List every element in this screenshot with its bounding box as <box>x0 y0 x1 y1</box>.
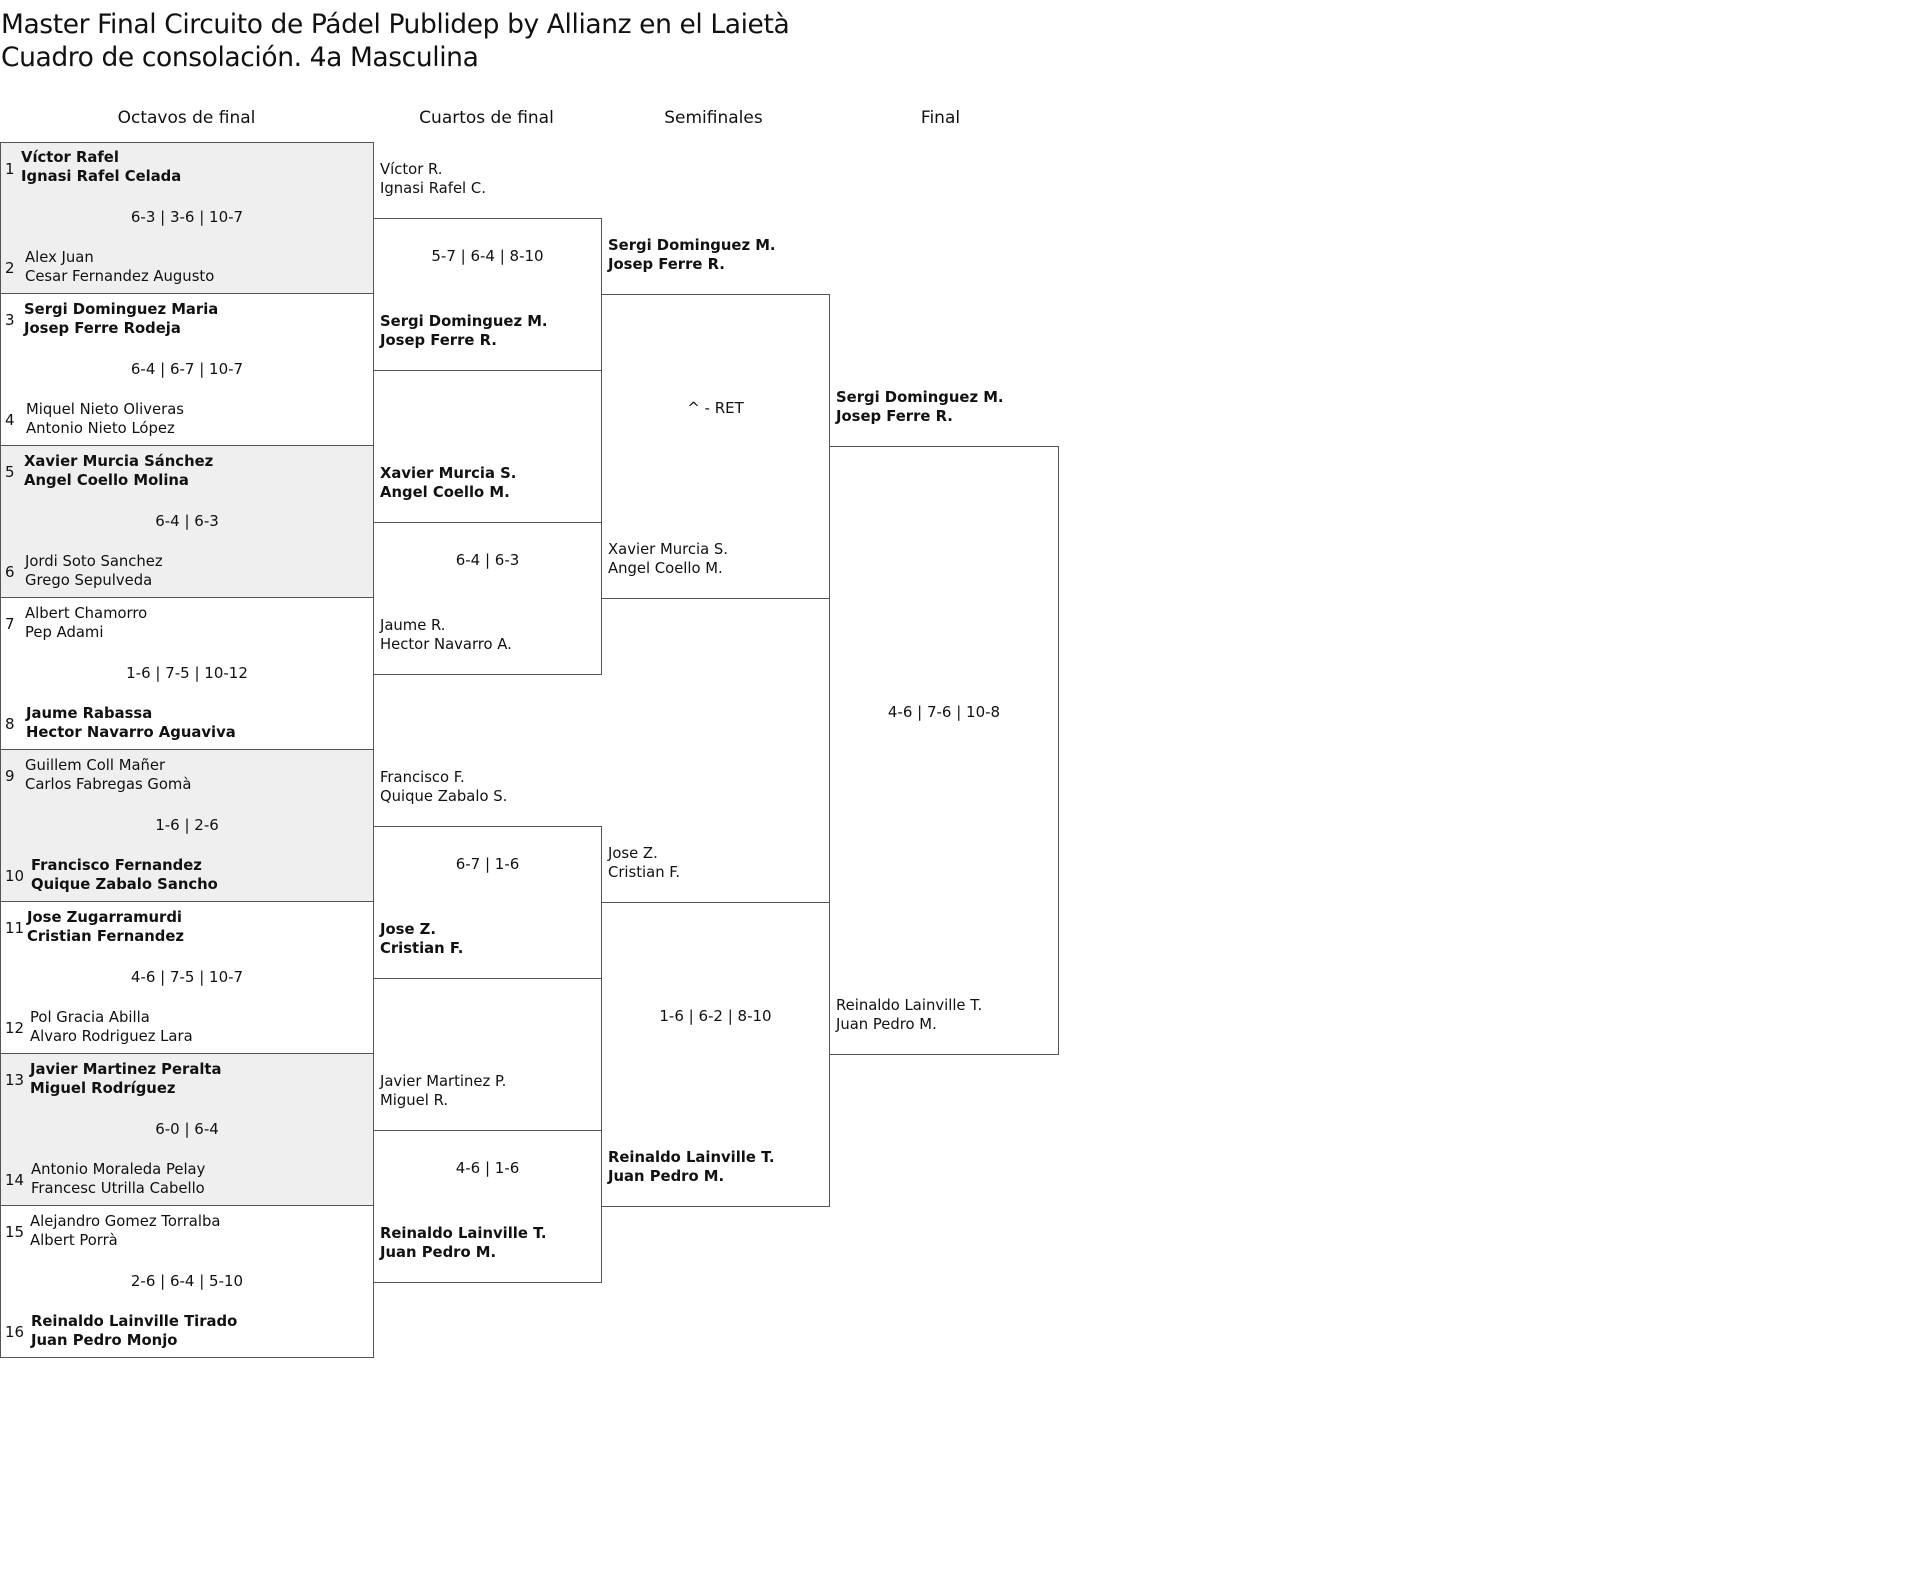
player-name: Alejandro Gomez Torralba <box>30 1213 221 1230</box>
player-name: Francisco Fernandez <box>31 857 202 874</box>
player-name: Angel Coello M. <box>380 484 510 501</box>
seed-number: 8 <box>5 715 15 733</box>
player-name: Hector Navarro Aguaviva <box>26 724 236 741</box>
page-subtitle: Cuadro de consolación. 4a Masculina <box>1 42 479 73</box>
player-name: Pep Adami <box>25 624 104 641</box>
player-name: Reinaldo Lainville T. <box>608 1149 775 1166</box>
match-score: 6-4 | 6-7 | 10-7 <box>130 360 244 378</box>
player-name: Josep Ferre R. <box>836 408 953 425</box>
seed-number: 1 <box>5 160 15 178</box>
page-title: Master Final Circuito de Pádel Publidep by Allianz en el Laietà <box>1 9 790 40</box>
player-name: Ignasi Rafel Celada <box>21 168 182 185</box>
player-name: Ignasi Rafel C. <box>380 180 486 197</box>
match-score: 2-6 | 6-4 | 5-10 <box>130 1272 244 1290</box>
seed-number: 9 <box>5 767 15 785</box>
player-name: Albert Chamorro <box>25 605 148 622</box>
player-name: Víctor Rafel <box>21 149 119 166</box>
player-name: Javier Martinez P. <box>380 1073 507 1090</box>
r16-team-loser <box>25 604 147 642</box>
player-name: Juan Pedro M. <box>836 1016 937 1033</box>
seed-number: 2 <box>5 259 15 277</box>
qf-team-loser <box>380 616 512 654</box>
seed-number: 13 <box>5 1071 25 1089</box>
player-name: Cesar Fernandez Augusto <box>25 268 215 285</box>
seed-number: 4 <box>5 411 15 429</box>
player-name: Xavier Murcia Sánchez <box>24 453 214 470</box>
match-score: 1-6 | 2-6 <box>155 816 219 834</box>
final-match <box>829 446 1059 1055</box>
player-name: Cristian Fernandez <box>27 928 184 945</box>
match-score: 5-7 | 6-4 | 8-10 <box>431 247 544 265</box>
player-name: Sergi Dominguez M. <box>380 313 548 330</box>
player-name: Reinaldo Lainville T. <box>380 1225 547 1242</box>
r16-team-winner <box>26 704 236 742</box>
player-name: Grego Sepulveda <box>25 572 153 589</box>
seed-number: 14 <box>5 1171 25 1189</box>
seed-number: 5 <box>5 463 15 481</box>
seed-number: 16 <box>5 1323 25 1341</box>
seed-number: 7 <box>5 615 15 633</box>
r16-team-loser <box>30 1212 220 1250</box>
player-name: Angel Coello Molina <box>24 472 189 489</box>
player-name: Jaume R. <box>380 617 446 634</box>
match-score: 1-6 | 7-5 | 10-12 <box>126 664 248 682</box>
player-name: Xavier Murcia S. <box>380 465 517 482</box>
player-name: Alvaro Rodriguez Lara <box>30 1028 193 1045</box>
player-name: Sergi Dominguez M. <box>836 389 1004 406</box>
r16-team-loser <box>25 756 191 794</box>
qf-team-loser <box>380 160 486 198</box>
player-name: Cristian F. <box>380 940 464 957</box>
r16-team-winner <box>31 856 218 894</box>
column-header-r16: Octavos de final <box>117 108 256 128</box>
match-score: ^ - RET <box>687 399 744 417</box>
player-name: Cristian F. <box>608 864 681 881</box>
player-name: Juan Pedro M. <box>608 1168 725 1185</box>
player-name: Hector Navarro A. <box>380 636 512 653</box>
player-name: Javier Martinez Peralta <box>30 1061 222 1078</box>
player-name: Reinaldo Lainville T. <box>836 997 983 1014</box>
qf-team-loser <box>380 768 507 806</box>
r16-team-winner <box>30 1060 221 1098</box>
match-score: 1-6 | 6-2 | 8-10 <box>659 1007 772 1025</box>
match-score: 6-4 | 6-3 <box>155 512 219 530</box>
player-name: Víctor R. <box>380 161 443 178</box>
r16-team-winner <box>27 908 184 946</box>
sf-team-loser <box>608 540 728 578</box>
player-name: Francesc Utrilla Cabello <box>31 1180 205 1197</box>
final-team-winner <box>836 388 1004 426</box>
player-name: Sergi Dominguez Maria <box>24 301 219 318</box>
r16-team-loser <box>25 552 163 590</box>
sf-team-winner <box>608 1148 775 1186</box>
player-name: Quique Zabalo Sancho <box>31 876 218 893</box>
qf-team-winner <box>380 312 548 350</box>
player-name: Juan Pedro Monjo <box>31 1332 178 1349</box>
player-name: Josep Ferre R. <box>380 332 497 349</box>
qf-team-winner <box>380 1224 547 1262</box>
player-name: Miguel Rodríguez <box>30 1080 176 1097</box>
player-name: Josep Ferre Rodeja <box>24 320 181 337</box>
seed-number: 3 <box>5 311 15 329</box>
qf-team-loser <box>380 1072 506 1110</box>
r16-team-loser <box>25 248 214 286</box>
r16-team-winner <box>31 1312 237 1350</box>
seed-number: 6 <box>5 563 15 581</box>
player-name: Juan Pedro M. <box>380 1244 497 1261</box>
match-score: 4-6 | 7-6 | 10-8 <box>887 703 1001 721</box>
r16-team-winner <box>21 148 181 186</box>
player-name: Francisco F. <box>380 769 465 786</box>
match-score: 4-6 | 7-5 | 10-7 <box>130 968 244 986</box>
match-score: 6-3 | 3-6 | 10-7 <box>130 208 244 226</box>
column-header-sf: Semifinales <box>664 108 763 128</box>
player-name: Albert Porrà <box>30 1232 118 1249</box>
sf-team-loser <box>608 844 680 882</box>
seed-number: 11 <box>5 919 25 937</box>
player-name: Pol Gracia Abilla <box>30 1009 150 1026</box>
match-score: 4-6 | 1-6 <box>455 1159 520 1177</box>
column-header-final: Final <box>920 108 961 128</box>
player-name: Jordi Soto Sanchez <box>25 553 163 570</box>
player-name: Reinaldo Lainville Tirado <box>31 1313 238 1330</box>
r16-team-loser <box>31 1160 205 1198</box>
seed-number: 12 <box>5 1019 25 1037</box>
player-name: Xavier Murcia S. <box>608 541 728 558</box>
match-score: 6-7 | 1-6 <box>455 855 520 873</box>
match-score: 6-0 | 6-4 <box>155 1120 219 1138</box>
player-name: Miguel R. <box>380 1092 449 1109</box>
player-name: Angel Coello M. <box>608 560 723 577</box>
seed-number: 10 <box>5 867 25 885</box>
match-score: 6-4 | 6-3 <box>455 551 520 569</box>
column-header-qf: Cuartos de final <box>419 108 554 128</box>
r16-team-loser <box>30 1008 193 1046</box>
r16-team-winner <box>24 300 218 338</box>
r16-team-loser <box>26 400 184 438</box>
player-name: Jaume Rabassa <box>26 705 153 722</box>
seed-number: 15 <box>5 1223 25 1241</box>
player-name: Antonio Moraleda Pelay <box>31 1161 206 1178</box>
sf-team-winner <box>608 236 776 274</box>
player-name: Carlos Fabregas Gomà <box>25 776 192 793</box>
final-team-loser <box>836 996 982 1034</box>
qf-team-winner <box>380 920 463 958</box>
player-name: Guillem Coll Mañer <box>25 757 166 774</box>
r16-team-winner <box>24 452 213 490</box>
player-name: Jose Z. <box>380 921 437 938</box>
player-name: Jose Z. <box>608 845 658 862</box>
player-name: Josep Ferre R. <box>608 256 725 273</box>
player-name: Jose Zugarramurdi <box>27 909 182 926</box>
player-name: Quique Zabalo S. <box>380 788 508 805</box>
player-name: Sergi Dominguez M. <box>608 237 776 254</box>
player-name: Antonio Nieto López <box>26 420 175 437</box>
qf-team-winner <box>380 464 516 502</box>
player-name: Miquel Nieto Oliveras <box>26 401 184 418</box>
player-name: Alex Juan <box>25 249 94 266</box>
